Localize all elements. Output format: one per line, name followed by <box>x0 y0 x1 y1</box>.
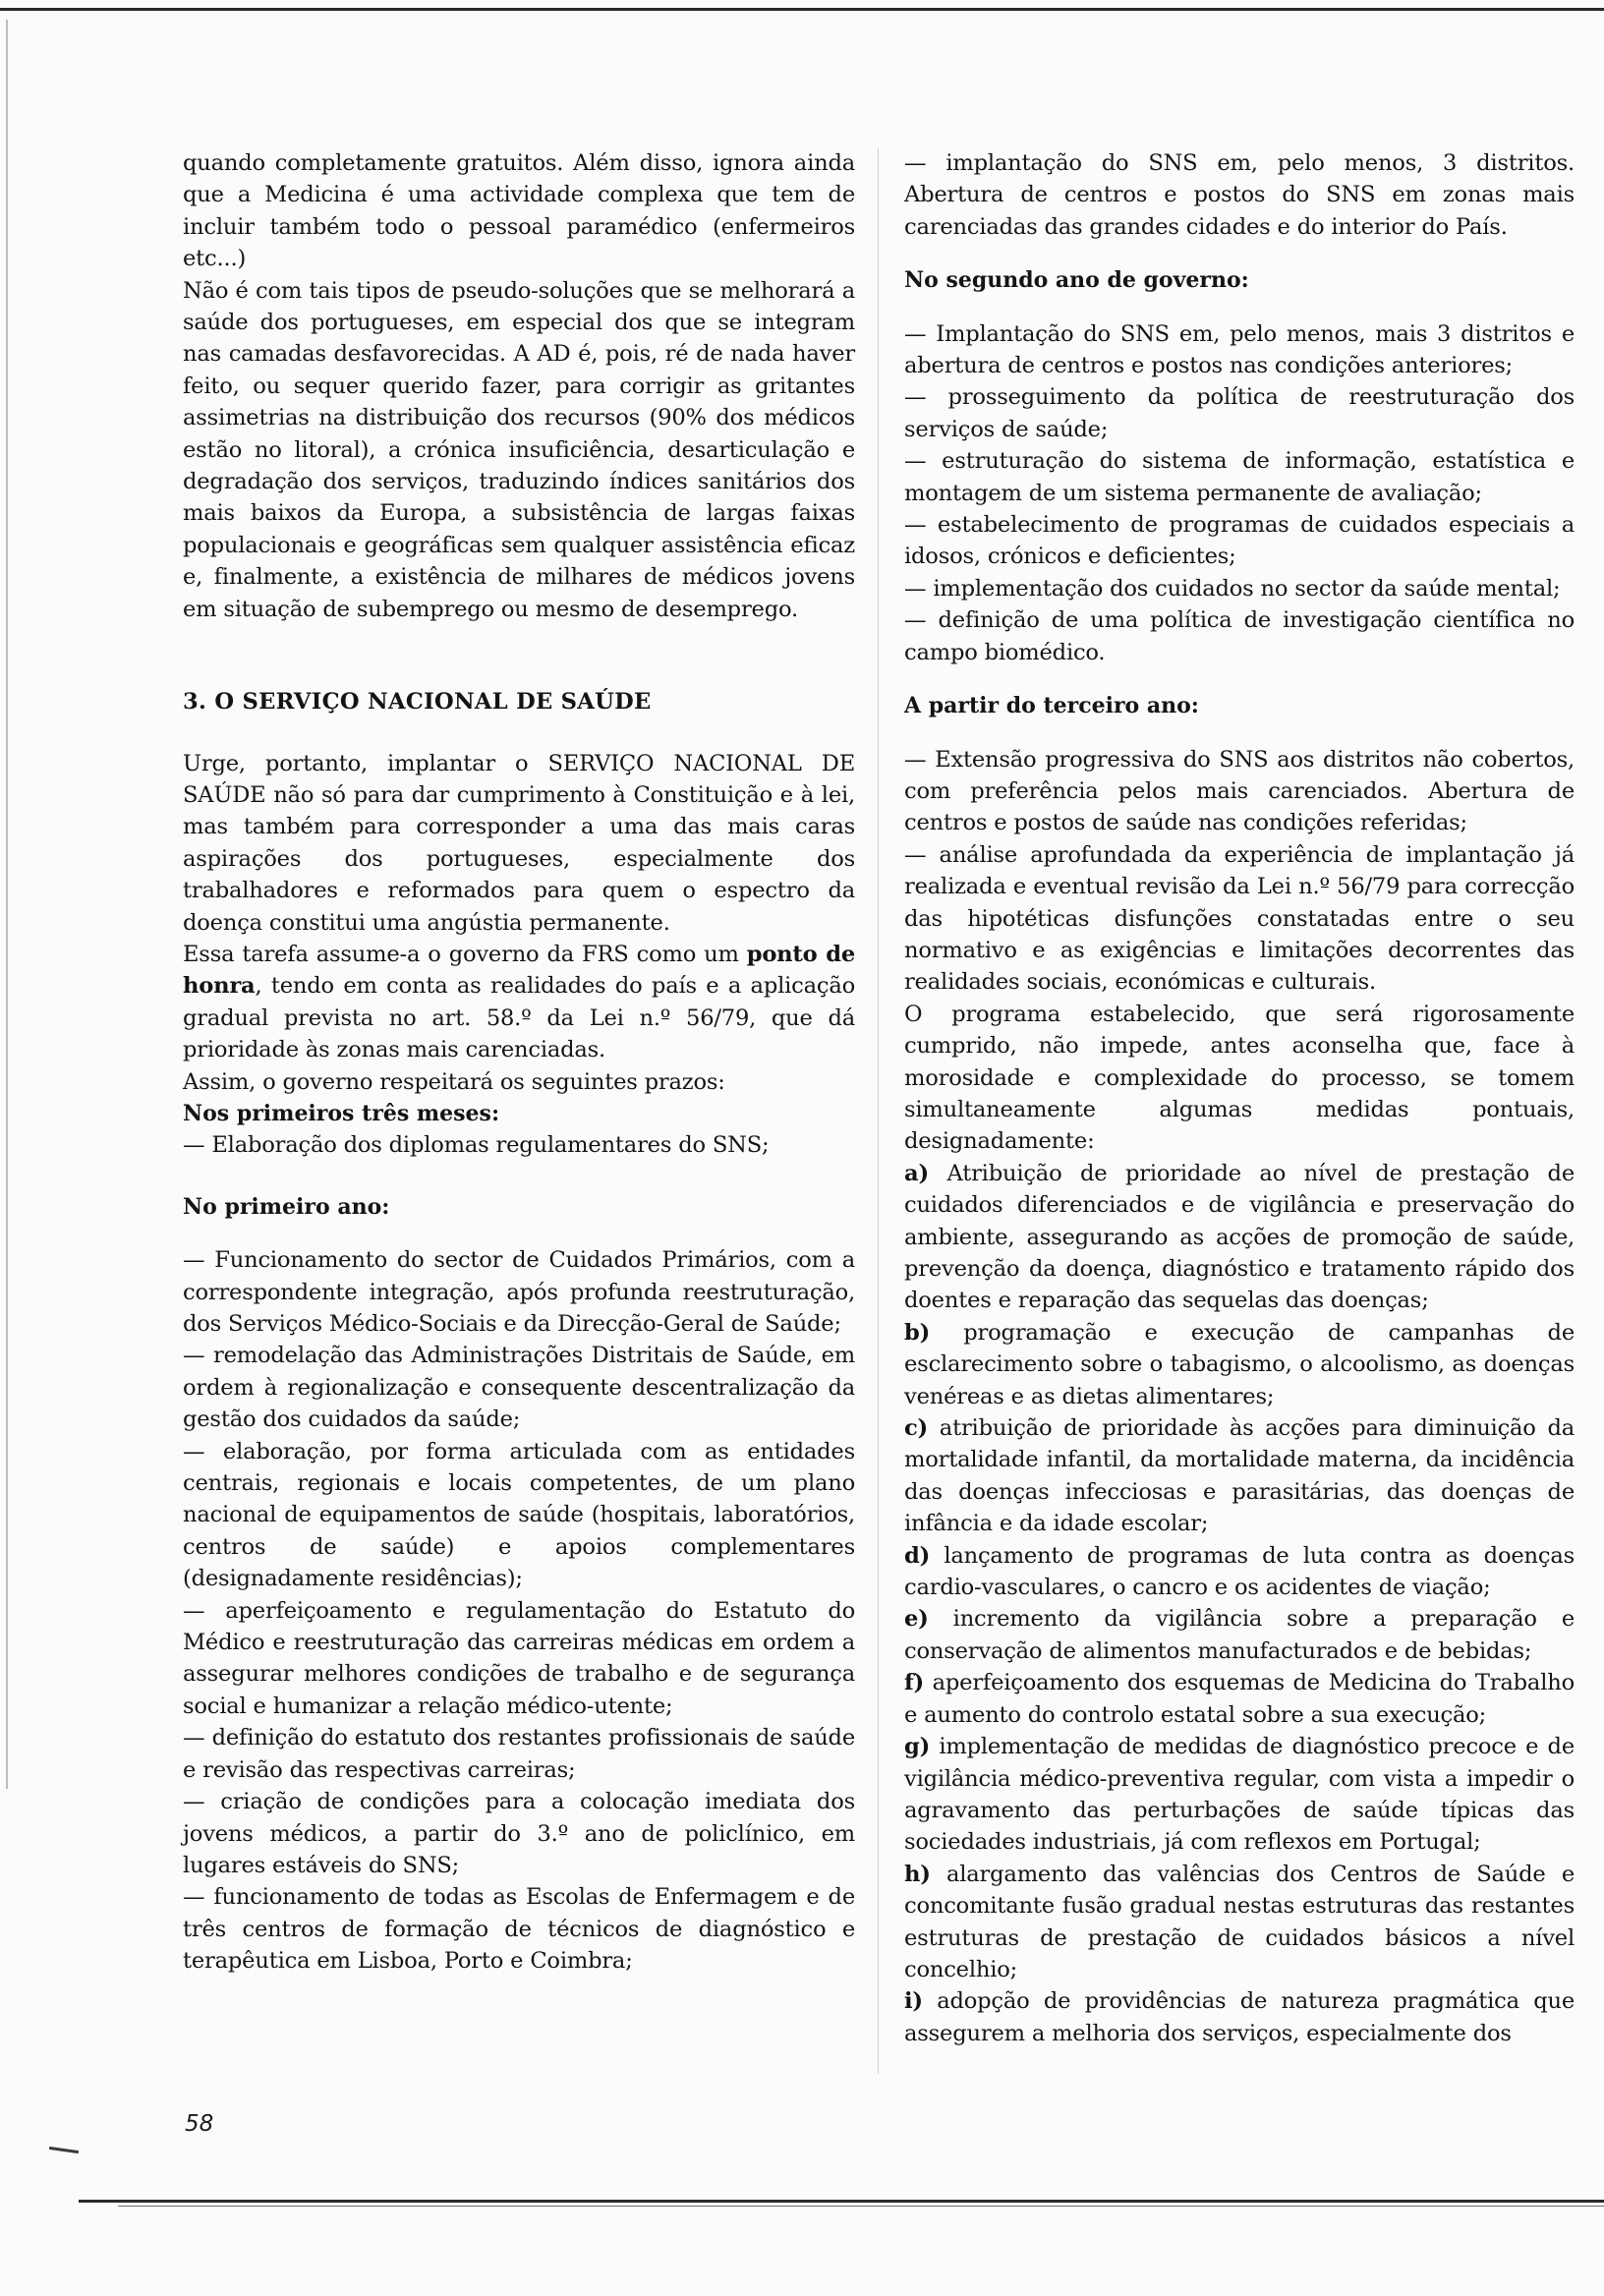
measure-text: alargamento das valências dos Centros de Saúde e concomitante fusão gradual nestas estruturas das restantes estruturas de prestação de cuidados básicos a nível concelhio; <box>904 1861 1575 1982</box>
measure-letter: h) <box>904 1861 931 1887</box>
measure-letter: g) <box>904 1734 931 1760</box>
subheading-second-year: No segundo ano de governo: <box>904 267 1249 294</box>
list-item: — estruturação do sistema de informação, estatística e montagem de um sistema permanente de avaliação; <box>904 448 1575 506</box>
measure-text: incremento da vigilância sobre a preparação e conservação de alimentos manufacturados e de bebidas; <box>904 1606 1575 1664</box>
right-column <box>904 147 1575 2049</box>
measure-letter: f) <box>904 1670 925 1696</box>
scan-mark <box>49 2147 79 2153</box>
measure-text: aperfeiçoamento dos esquemas de Medicina do Trabalho e aumento do controlo estatal sobre a sua execução; <box>904 1670 1575 1728</box>
measure-item <box>904 1667 1575 1731</box>
measure-text: atribuição de prioridade às acções para diminuição da mortalidade infantil, da mortalidade materna, da incidência das doenças infecciosas e parasitárias, das doenças de infância e da idade escolar; <box>904 1415 1575 1537</box>
paragraph: quando completamente gratuitos. Além disso, ignora ainda que a Medicina é uma actividade complexa que tem de incluir também todo o pessoal paramédico (enfermeiros etc...) <box>183 150 855 272</box>
list-item: — funcionamento de todas as Escolas de Enfermagem e de três centros de formação de técnicos de diagnóstico e terapêutica em Lisboa, Porto e Coimbra; <box>183 1884 855 1975</box>
measure-item <box>904 1985 1575 2049</box>
paragraph-text: , tendo em conta as realidades do país e a aplicação gradual prevista no art. 58.º da Lei n.º 56/79, que dá prioridade às zonas mais carenciadas. <box>183 973 855 1063</box>
paragraph: Não é com tais tipos de pseudo-soluções que se melhorará a saúde dos portugueses, em especial dos que se integram nas camadas desfavorecidas. A AD é, pois, ré de nada haver feito, ou sequer querido fazer, para corrigir as gritantes assimetrias na distribuição dos recursos (90% dos médicos estão no litoral), a crónica insuficiência, desarticulação e degradação dos serviços, traduzindo índices sanitários dos mais baixos da Europa, a subsistência de largas faixas populacionais e geográficas sem qualquer assistência eficaz e, finalmente, a existência de milhares de médicos jovens em situação de subemprego ou mesmo de desemprego. <box>183 277 855 622</box>
measure-item <box>904 1317 1575 1412</box>
measure-item <box>904 1603 1575 1667</box>
list-item: — definição de uma política de investigação científica no campo biomédico. <box>904 607 1575 665</box>
paragraph-text: Essa tarefa assume-a o governo da FRS como um <box>183 941 747 967</box>
paragraph: — Elaboração dos diplomas regulamentares do SNS; <box>183 1132 770 1159</box>
measure-letter: c) <box>904 1415 929 1442</box>
measure-letter: i) <box>904 1988 923 2015</box>
measure-text: adopção de providências de natureza pragmática que assegurem a melhoria dos serviços, especialmente dos <box>904 1988 1575 2046</box>
list-item: — aperfeiçoamento e regulamentação do Estatuto do Médico e reestruturação das carreiras médicas em ordem a assegurar melhores condições de trabalho e de segurança social e humanizar a relação médico-utente; <box>183 1597 855 1719</box>
measure-letter: d) <box>904 1542 931 1569</box>
measure-item <box>904 1412 1575 1540</box>
top-edge-rule <box>0 8 1604 11</box>
measure-item <box>904 1540 1575 1604</box>
list-item: — prosseguimento da política de reestruturação dos serviços de saúde; <box>904 384 1575 442</box>
section-heading: 3. O SERVIÇO NACIONAL DE SAÚDE <box>183 689 652 716</box>
subheading-first-year: No primeiro ano: <box>183 1193 390 1220</box>
left-edge-mark <box>6 20 8 1789</box>
subheading-first-three-months: Nos primeiros três meses: <box>183 1100 500 1126</box>
list-item: — elaboração, por forma articulada com as entidades centrais, regionais e locais competentes, de um plano nacional de equipamentos de saúde (hospitais, laboratórios, centros de saúde) e apoios complementares (designadamente residências); <box>183 1438 855 1592</box>
list-item: — análise aprofundada da experiência de implantação já realizada e eventual revisão da Lei n.º 56/79 para correcção das hipotéticas disfunções constatadas entre o seu normativo e as exigências e limitações decorrentes das realidades sociais, económicas e culturais. <box>904 841 1575 996</box>
list-item: — Implantação do SNS em, pelo menos, mais 3 distritos e abertura de centros e postos nas condições anteriores; <box>904 320 1575 379</box>
measure-letter: a) <box>904 1160 929 1186</box>
measure-text: Atribuição de prioridade ao nível de prestação de cuidados diferenciados e de vigilância e preservação do ambiente, assegurando as acções de promoção de saúde, prevenção da doença, diagnóstico e tratamento rápido dos doentes e reparação das sequelas das doenças; <box>904 1160 1575 1314</box>
paragraph: — implantação do SNS em, pelo menos, 3 distritos. Abertura de centros e postos do SNS em zonas mais carenciadas das grandes cidades e do interior do País. <box>904 150 1575 240</box>
measure-text: implementação de medidas de diagnóstico precoce e de vigilância médico-preventiva regular, com vista a impedir o agravamento das perturbações de saúde típicas das sociedades industriais, já com reflexos em Portugal; <box>904 1734 1575 1856</box>
paragraph: O programa estabelecido, que será rigorosamente cumprido, não impede, antes aconselha que, face à morosidade e complexidade do processo, se tomem simultaneamente algumas medidas pontuais, designadamente: <box>904 1001 1575 1155</box>
paragraph <box>183 939 855 1066</box>
left-column <box>183 147 855 1978</box>
paragraph: Urge, portanto, implantar o SERVIÇO NACIONAL DE SAÚDE não só para dar cumprimento à Constituição e à lei, mas também para corresponder a uma das mais caras aspirações dos portugueses, especialmente dos trabalhadores e reformados para quem o espectro da doença constitui uma angústia permanente. <box>183 750 855 936</box>
paragraph: Assim, o governo respeitará os seguintes prazos: <box>183 1068 725 1095</box>
measure-text: programação e execução de campanhas de esclarecimento sobre o tabagismo, o alcoolismo, as doenças venéreas e as dietas alimentares; <box>904 1319 1575 1409</box>
list-item: — Funcionamento do sector de Cuidados Primários, com a correspondente integração, após profunda reestruturação, dos Serviços Médico-Sociais e da Direcção-Geral de Saúde; <box>183 1247 855 1337</box>
list-item: — implementação dos cuidados no sector da saúde mental; <box>904 575 1561 602</box>
bottom-edge-rule <box>79 2200 1604 2203</box>
subheading-third-year: A partir do terceiro ano: <box>904 693 1199 719</box>
list-item: — remodelação das Administrações Distritais de Saúde, em ordem à regionalização e consequente descentralização da gestão dos cuidados da saúde; <box>183 1343 855 1433</box>
list-item: — estabelecimento de programas de cuidados especiais a idosos, crónicos e deficientes; <box>904 512 1575 570</box>
measure-item <box>904 1158 1575 1317</box>
list-item: — definição do estatuto dos restantes profissionais de saúde e revisão das respectivas carreiras; <box>183 1725 855 1783</box>
page-number: 58 <box>185 2111 214 2137</box>
bottom-edge-rule-thin <box>118 2206 1604 2207</box>
emphasis-text: ponto de honra <box>183 941 855 1000</box>
measure-text: lançamento de programas de luta contra as doenças cardio-vasculares, o cancro e os acidentes de viação; <box>904 1542 1575 1601</box>
list-item: — Extensão progressiva do SNS aos distritos não cobertos, com preferência pelos mais carenciados. Abertura de centros e postos de saúde nas condições referidas; <box>904 746 1575 836</box>
list-item: — criação de condições para a colocação imediata dos jovens médicos, a partir do 3.º ano de policlínico, em lugares estáveis do SNS; <box>183 1789 855 1878</box>
column-divider <box>878 147 879 2074</box>
measure-letter: e) <box>904 1606 929 1633</box>
measure-item <box>904 1859 1575 1986</box>
measure-letter: b) <box>904 1319 931 1346</box>
measure-item <box>904 1731 1575 1859</box>
